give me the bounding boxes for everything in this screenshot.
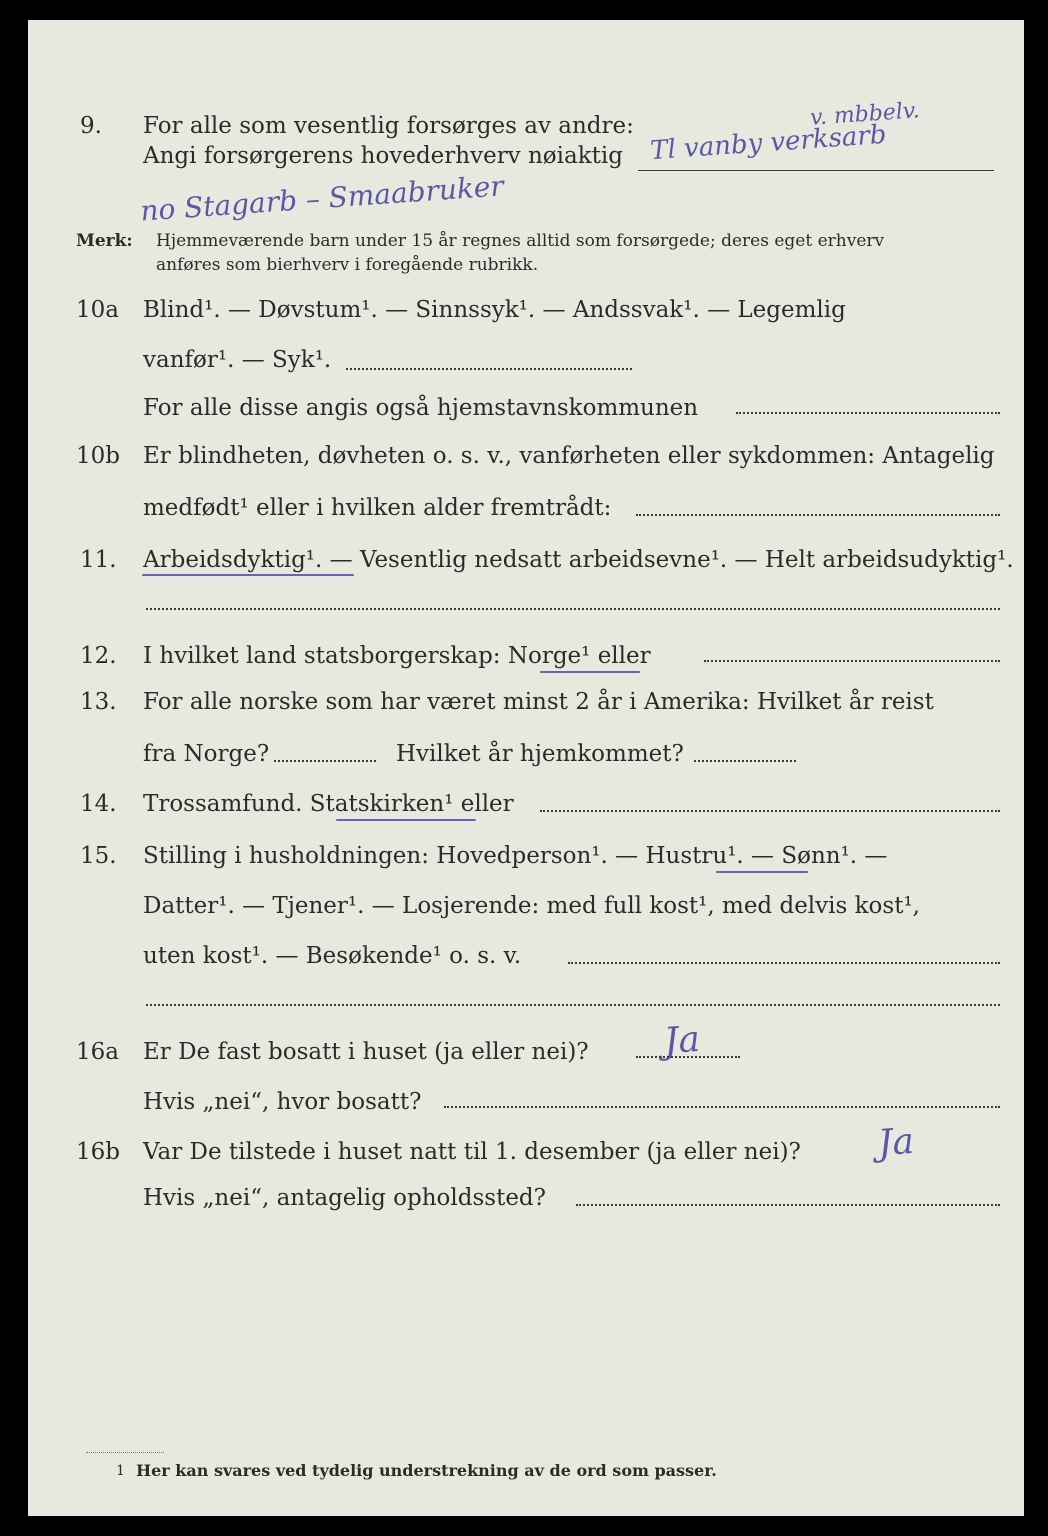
merk-line1: Hjemmeværende barn under 15 år regnes alltid som forsørgede; deres eget erhverv: [156, 231, 885, 251]
q16a-number: 16a: [76, 1039, 119, 1065]
q9-answer-line: [638, 170, 994, 171]
q10a-line1: Blind¹. — Døvstum¹. — Sinnssyk¹. — Andssvak¹. — Legemlig: [143, 297, 846, 323]
merk-label: Merk:: [76, 231, 133, 251]
q15-handwritten-underline: [716, 871, 808, 873]
q16a-handwriting: Ja: [662, 1018, 702, 1063]
q16b-handwriting: Ja: [876, 1120, 916, 1165]
q9-handwriting-3: no Stagarb – Smaabruker: [139, 169, 505, 228]
q16a-bosatt-line: [444, 1106, 1000, 1108]
q9-line1: For alle som vesentlig forsørges av andre:: [143, 113, 634, 139]
q11-answer-line: [146, 608, 1000, 610]
footnote-text: Her kan svares ved tydelig understrekning av de ord som passer.: [136, 1461, 717, 1480]
census-form-page: [28, 20, 1024, 1516]
q16b-line1: Var De tilstede i huset natt til 1. desember (ja eller nei)?: [143, 1139, 801, 1165]
q15-line2: Datter¹. — Tjener¹. — Losjerende: med full kost¹, med delvis kost¹,: [143, 893, 920, 919]
q11-number: 11.: [80, 547, 117, 573]
q10b-answer-line: [636, 514, 1000, 516]
q14-line1: Trossamfund. Statskirken¹ eller: [143, 791, 514, 817]
q10a-answer-line: [346, 368, 632, 370]
q13-hjemkommet-line: [694, 760, 796, 762]
q15-extra-line: [146, 1004, 1000, 1006]
q10a-hjemstavn-line: [736, 412, 1000, 414]
q12-answer-line: [704, 660, 1000, 662]
q16b-line2: Hvis „nei“, antagelig opholdssted?: [143, 1185, 546, 1211]
q15-line1: Stilling i husholdningen: Hovedperson¹. — Hustru¹. — Sønn¹. —: [143, 843, 888, 869]
q9-handwriting-1: v. mbbelv.: [809, 98, 921, 131]
q13-line1: For alle norske som har været minst 2 år i Amerika: Hvilket år reist: [143, 689, 934, 715]
q13-line2b: Hvilket år hjemkommet?: [396, 741, 684, 767]
q11-line1: Arbeidsdyktig¹. — Vesentlig nedsatt arbeidsevne¹. — Helt arbeidsudyktig¹.: [143, 547, 1014, 573]
q16a-line2: Hvis „nei“, hvor bosatt?: [143, 1089, 422, 1115]
q14-handwritten-underline: [336, 819, 476, 821]
q15-answer-line: [568, 962, 1000, 964]
q12-line1: I hvilket land statsborgerskap: Norge¹ eller: [143, 643, 651, 669]
q9-number: 9.: [80, 113, 102, 139]
q15-number: 15.: [80, 843, 117, 869]
merk-line2: anføres som bierhverv i foregående rubrikk.: [156, 255, 539, 275]
q12-handwritten-underline: [540, 671, 640, 673]
q10a-number: 10a: [76, 297, 119, 323]
q11-handwritten-underline: [142, 574, 354, 576]
q12-number: 12.: [80, 643, 117, 669]
q14-answer-line: [540, 810, 1000, 812]
q15-line3: uten kost¹. — Besøkende¹ o. s. v.: [143, 943, 522, 969]
q16a-line1: Er De fast bosatt i huset (ja eller nei)?: [143, 1039, 589, 1065]
q13-reist-line: [274, 760, 376, 762]
q10b-number: 10b: [76, 443, 120, 469]
q10b-line2: medfødt¹ eller i hvilken alder fremtrådt:: [143, 495, 612, 521]
footnote-rule: [86, 1452, 164, 1453]
q16b-number: 16b: [76, 1139, 120, 1165]
footnote-mark: 1: [116, 1463, 125, 1479]
q10a-line3: For alle disse angis også hjemstavnskommunen: [143, 395, 699, 421]
q13-number: 13.: [80, 689, 117, 715]
q10b-line1: Er blindheten, døvheten o. s. v., vanførheten eller sykdommen: Antagelig: [143, 443, 995, 469]
q14-number: 14.: [80, 791, 117, 817]
q9-line2: Angi forsørgerens hovederhverv nøiaktig: [143, 143, 623, 169]
q10a-line2: vanfør¹. — Syk¹.: [143, 347, 332, 373]
q9-handwriting-2: Tl vanby verksarb: [649, 119, 888, 167]
q13-line2a: fra Norge?: [143, 741, 270, 767]
q16a-answer-line: [636, 1056, 740, 1058]
q16b-opholdssted-line: [576, 1204, 1000, 1206]
